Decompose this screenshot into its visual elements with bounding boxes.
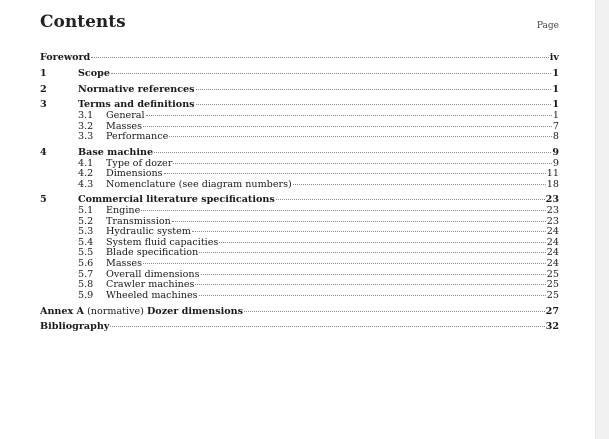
toc-entry-label: Commercial literature specifications — [78, 194, 275, 206]
toc-entry-label: Foreword — [40, 52, 91, 63]
toc-entry-page: 23 — [546, 205, 559, 217]
leader-dots — [164, 173, 546, 174]
page-column-label: Page — [536, 21, 559, 31]
toc-subentry-nomenclature[interactable] — [40, 180, 559, 191]
toc-entry-number: 4 — [40, 146, 47, 158]
toc-entry-page: 7 — [552, 120, 559, 132]
toc-entry-page: 24 — [546, 236, 559, 248]
leader-dots — [195, 284, 545, 285]
leader-dots — [196, 104, 552, 105]
toc-entry-page: 18 — [546, 178, 559, 190]
toc-entry-page: 24 — [546, 226, 559, 238]
toc-entry-label: Performance — [106, 131, 169, 143]
annex-prefix: Annex A — [40, 305, 85, 317]
toc-entry-number: 3 — [40, 99, 47, 111]
toc-entry-page: 8 — [552, 131, 559, 143]
toc-entry-label: Bibliography — [40, 321, 110, 333]
toc-entry-number: 4.3 — [78, 178, 94, 190]
toc-entry-number: 5.1 — [78, 205, 94, 217]
toc-entry-foreword[interactable] — [40, 53, 559, 64]
leader-dots — [141, 210, 546, 211]
leader-dots — [276, 199, 545, 200]
toc-entry-page: 1 — [552, 99, 559, 111]
leader-dots — [244, 311, 545, 312]
leader-dots — [192, 231, 546, 232]
leader-dots — [154, 152, 551, 153]
toc-entry-number: 5.3 — [78, 226, 94, 238]
toc-entry-page: 23 — [546, 215, 559, 227]
toc-entry-label: Masses — [106, 120, 142, 132]
leader-dots — [143, 263, 546, 264]
toc-entry-page: 25 — [546, 289, 559, 301]
page-title: Contents — [40, 12, 126, 32]
toc-entry-number: 5.9 — [78, 289, 94, 301]
toc-entry-label — [40, 307, 243, 318]
toc-entry-number: 3.1 — [78, 109, 94, 121]
toc-entry-label: Scope — [78, 67, 110, 79]
toc-entry-number: 3.3 — [78, 131, 94, 143]
leader-dots — [172, 221, 546, 222]
toc-entry-label: Overall dimensions — [106, 268, 200, 280]
toc-entry-label: Hydraulic system — [106, 226, 191, 238]
toc-entry-label: System fluid capacities — [106, 236, 219, 248]
toc-entry-label: Engine — [106, 205, 141, 217]
toc-entry-page: 9 — [552, 146, 559, 158]
toc-entry-page: 25 — [546, 268, 559, 280]
toc-entry-number: 3.2 — [78, 120, 94, 132]
leader-dots — [111, 73, 551, 74]
annex-title: Dozer dimensions — [146, 305, 244, 317]
toc-subentry-performance[interactable] — [40, 132, 559, 143]
leader-dots — [196, 89, 552, 90]
toc-entry-page: 32 — [545, 321, 559, 333]
toc-entry-number: 5.4 — [78, 236, 94, 248]
toc-entry-page: 25 — [546, 279, 559, 291]
leader-dots — [146, 115, 552, 116]
toc-entry-page: 24 — [546, 247, 559, 259]
toc-entry-page: 9 — [552, 157, 559, 169]
toc-entry-annex-a[interactable] — [40, 307, 559, 318]
leader-dots — [199, 295, 546, 296]
toc-entry-number: 4.1 — [78, 157, 94, 169]
toc-entry-label: Wheeled machines — [106, 289, 198, 301]
leader-dots — [169, 136, 552, 137]
toc-entry-label: Masses — [106, 258, 142, 270]
leader-dots — [110, 326, 544, 327]
toc-entry-page: 1 — [552, 109, 559, 121]
table-of-contents — [40, 53, 559, 333]
toc-entry-page: 27 — [545, 305, 559, 317]
toc-entry-page: 23 — [545, 194, 559, 206]
toc-entry-label: General — [106, 109, 145, 121]
toc-entry-number: 5.2 — [78, 215, 94, 227]
toc-entry-page: iv — [549, 52, 559, 63]
toc-entry-number: 5.7 — [78, 268, 94, 280]
toc-entry-number: 5.6 — [78, 258, 94, 270]
toc-entry-label: Base machine — [78, 146, 154, 158]
leader-dots — [143, 126, 552, 127]
toc-subentry-wheeled-machines[interactable] — [40, 291, 559, 302]
annex-status: (normative) — [84, 305, 147, 317]
toc-entry-scope[interactable] — [40, 69, 559, 80]
toc-entry-number: 2 — [40, 83, 47, 95]
toc-entry-label: Terms and definitions — [78, 99, 195, 111]
toc-entry-number: 5.8 — [78, 279, 94, 291]
leader-dots — [293, 184, 546, 185]
toc-entry-page: 1 — [552, 83, 559, 95]
toc-entry-bibliography[interactable] — [40, 322, 559, 333]
toc-entry-number: 5.5 — [78, 247, 94, 259]
toc-entry-label: Type of dozer — [106, 157, 173, 169]
toc-entry-base-machine[interactable] — [40, 148, 559, 159]
toc-entry-label: Dimensions — [106, 168, 163, 180]
leader-dots — [173, 163, 552, 164]
toc-entry-number: 1 — [40, 67, 47, 79]
leader-dots — [201, 274, 546, 275]
toc-entry-number: 5 — [40, 194, 47, 206]
toc-entry-page: 1 — [552, 67, 559, 79]
vertical-scrollbar[interactable] — [595, 0, 609, 439]
toc-entry-label: Normative references — [78, 83, 195, 95]
toc-entry-page: 24 — [546, 258, 559, 270]
toc-entry-label: Crawler machines — [106, 279, 195, 291]
leader-dots — [219, 242, 545, 243]
toc-entry-number: 4.2 — [78, 168, 94, 180]
toc-entry-label: Transmission — [106, 215, 171, 227]
leader-dots — [91, 57, 549, 58]
leader-dots — [199, 252, 546, 253]
toc-entry-label: Nomenclature (see diagram numbers) — [106, 178, 292, 190]
toc-entry-label: Blade specification — [106, 247, 199, 259]
toc-subentry-general[interactable] — [40, 111, 559, 122]
toc-entry-page: 11 — [546, 168, 559, 180]
toc-entry-normative-references[interactable] — [40, 85, 559, 96]
